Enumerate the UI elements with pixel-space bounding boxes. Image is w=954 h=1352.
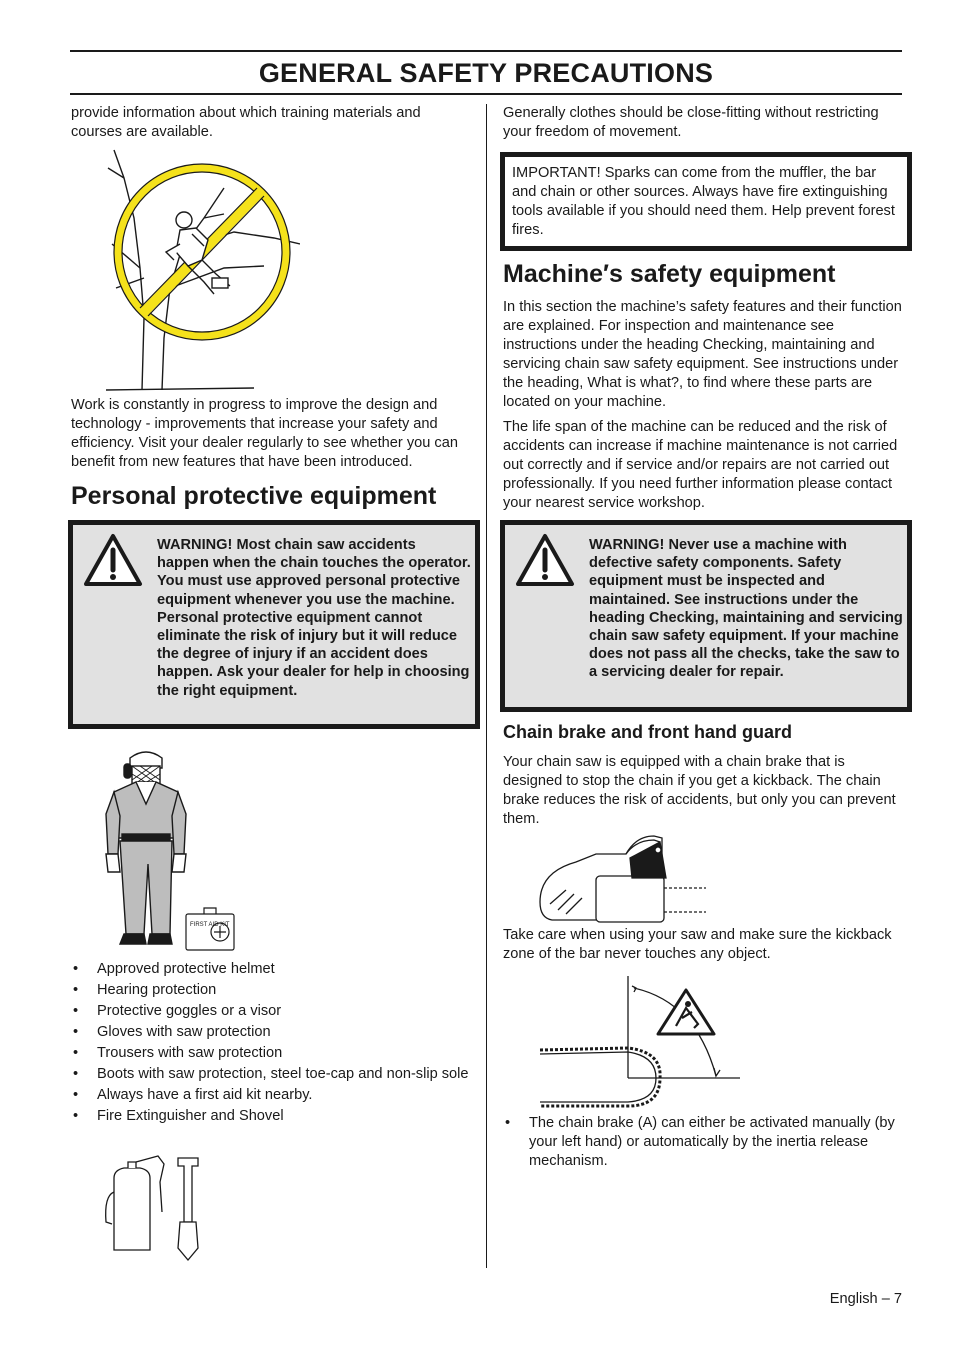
list-item: • Protective goggles or a visor: [73, 1003, 282, 1019]
header-rule-top: [70, 50, 902, 52]
kickback-zone-diagram: [536, 972, 742, 1112]
bullet-glyph: •: [73, 961, 79, 977]
list-item: • Trousers with saw protection: [73, 1045, 283, 1061]
column-divider: [486, 104, 487, 1268]
protective-equipment-person-icon: [96, 744, 246, 956]
machine-safety-paragraph-1: In this section the machine’s safety features and their function are explained. For inspection and maintenance see instructions under the heading Checking, maintaining and servicing chain saw safety equipment. See instructions under the heading, What is what?, to find where these parts are located on your machine.: [503, 299, 902, 410]
important-box: [500, 152, 912, 251]
bullet-glyph: •: [73, 982, 79, 998]
bullet-glyph: •: [505, 1115, 511, 1131]
page-number: English – 7: [829, 1291, 902, 1307]
machine-warning-text: WARNING! Never use a machine with defective safety components. Safety equipment must be inspected and maintained. See instructions under the heading Checking, maintaining and servicing chain saw safety equipment. If your machine does not pass all the checks, take the saw to a servicing dealer for repair.: [589, 537, 903, 681]
list-item: • Boots with saw protection, steel toe-cap and non-slip sole: [73, 1066, 469, 1082]
chain-saw-hand-guard-icon: [536, 832, 708, 926]
list-item: • Approved protective helmet: [73, 961, 275, 977]
warning-triangle-icon: [515, 533, 575, 587]
important-text: IMPORTANT! Sparks can come from the muffler, the bar and chain or other sources. Always have fire extinguishing tools available if you should need them. Help prevent forest fires.: [512, 165, 895, 238]
list-item: • Gloves with saw protection: [73, 1024, 271, 1040]
machine-safety-paragraph-2: The life span of the machine can be reduced and the risk of accidents can increase if machine maintenance is not carried out correctly and if service and/or repairs are not carried out professionally. If you need further information please contact your nearest service workshop.: [503, 419, 898, 511]
chain-brake-paragraph-2: Take care when using your saw and make sure the kickback zone of the bar never touches any object.: [503, 927, 892, 962]
bullet-glyph: •: [73, 1066, 79, 1082]
ppe-warning-box: [68, 520, 480, 729]
list-item: • Hearing protection: [73, 982, 217, 998]
bullet-glyph: •: [73, 1045, 79, 1061]
list-item: • Always have a first aid kit nearby.: [73, 1087, 313, 1103]
clothes-paragraph: Generally clothes should be close-fitting without restricting your freedom of movement.: [503, 105, 879, 140]
page-title: GENERAL SAFETY PRECAUTIONS: [258, 58, 714, 88]
bullet-glyph: •: [73, 1024, 79, 1040]
machine-safety-heading: Machine′s safety equipment: [503, 260, 836, 288]
chain-brake-paragraph-1: Your chain saw is equipped with a chain brake that is designed to stop the chain if you get a kickback. The chain brake reduces the risk of accidents, but only you can prevent them.: [503, 754, 896, 827]
kickback-warning-icon: [658, 990, 714, 1034]
header-rule-bottom: [70, 93, 902, 95]
improvement-paragraph: Work is constantly in progress to improve the design and technology - improvements that increase your safety and efficiency. Visit your dealer regularly to see whether you can benefit from new features that have been introduced.: [71, 397, 458, 470]
fire-extinguisher-and-shovel-icon: [100, 1152, 220, 1262]
ppe-warning-text: WARNING! Most chain saw accidents happen when the chain touches the operator. You must use approved personal protective equipment whenever you use the machine. Personal protective equipment cannot eliminate the risk of injury but it will reduce the degree of injury if an accident does happen. Ask your dealer for help in choosing the right equipment.: [157, 537, 471, 699]
ppe-heading: Personal protective equipment: [71, 482, 437, 510]
machine-warning-box: [500, 520, 912, 712]
chain-brake-heading: Chain brake and front hand guard: [503, 722, 793, 742]
bullet-glyph: •: [73, 1108, 79, 1124]
chain-brake-bullet-list: [503, 1114, 905, 1174]
ppe-bullet-list: [71, 960, 475, 1128]
first-aid-kit-label: FIRST AID KIT: [190, 922, 230, 928]
list-item: • Fire Extinguisher and Shovel: [73, 1108, 284, 1124]
no-tree-climbing-icon: [104, 148, 300, 392]
warning-triangle-icon: [83, 533, 143, 587]
intro-paragraph: provide information about which training materials and courses are available.: [71, 105, 421, 140]
list-item: • The chain brake (A) can either be activated manually (by your left hand) or automatically by the inertia release mechanism.: [505, 1115, 895, 1169]
bullet-glyph: •: [73, 1003, 79, 1019]
bullet-glyph: •: [73, 1087, 79, 1103]
